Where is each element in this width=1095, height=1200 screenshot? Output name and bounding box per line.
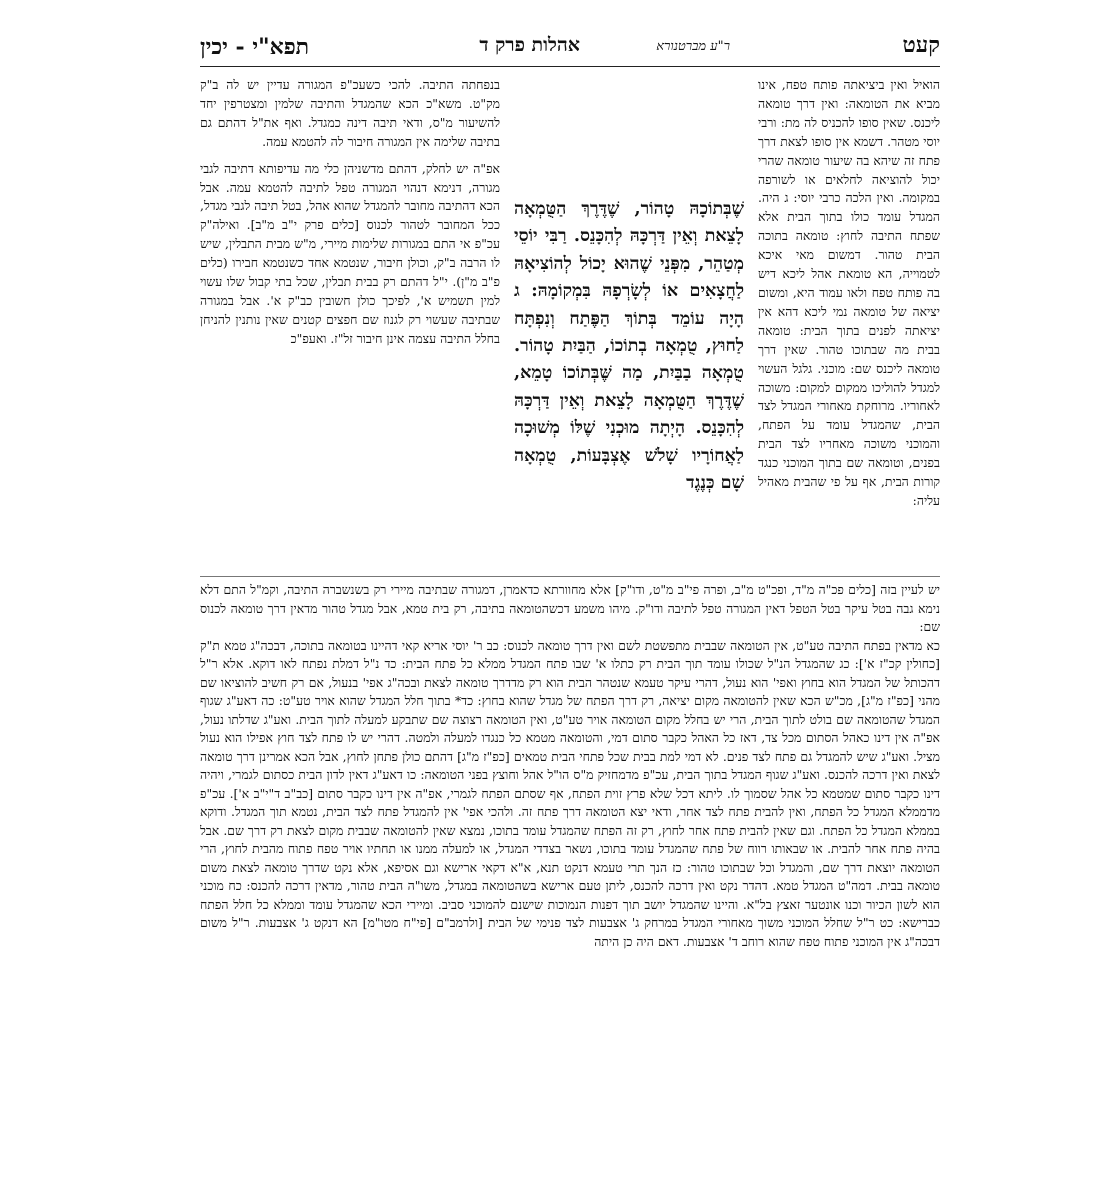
header-commentary-title: תפא"י - יכין: [200, 34, 310, 60]
header-tractate-title: אהלות פרק ד: [479, 34, 580, 56]
bartenura-column: [758, 76, 940, 576]
running-header: [200, 28, 940, 67]
mishnah-text: שֶׁבְּתוֹכָהּ טָהוֹר, שֶׁדֶּרֶךְ הַטֻּמְאָה לָצֵאת וְאֵין דַּרְכָּהּ לְהִכָּנֵס. רַבִּי יוֹסֵי מְטַהֵר, מִפְּנֵי שֶׁהוּא יָכוֹל לְהוֹצִיאָהּ לַחֲצָאִים אוֹ לְשָׂרְפָהּ בִּמְקוֹמָהּ: ג הָיָה עוֹמֵד בְּתוֹךְ הַפֶּתַח וְנִפְתָּח לַחוּץ, טֻמְאָה בְתוֹכוֹ, הַבַּיִת טָהוֹר. טֻמְאָה בַבַּיִת, מַה שֶּׁבְּתוֹכוֹ טָמֵא, שֶׁדֶּרֶךְ הַטֻּמְאָה לָצֵאת וְאֵין דַּרְכָּהּ לְהִכָּנֵס. הָיְתָה מוּכְנִי שֶׁלּוֹ מְשׁוּכָה לַאֲחוֹרָיו שָׁלֹשׁ אֶצְבָּעוֹת, טֻמְאָה שָׁם כְּנֶגֶד: [514, 199, 744, 494]
talmud-page: [200, 28, 940, 1178]
mishnah-column: [514, 196, 744, 576]
bartenura-text: הואיל ואין ביציאתה פותח טפח, אינו מביא את הטומאה: ואין דרך טומאה ליכנס. שאין סופו להכניס לה מת: ורבי יוסי מטהר. דשמא אין סופו לצאת דרך פתח זה שיהא בה שיעור טומאה שהרי יכול להוציאה לחלאים או לשורפה במקומה. ואין הלכה כרבי יוסי: ג היה. המגדל עומד כולו בתוך הבית אלא שפתח התיבה לחוץ: טומאה בתוכה הבית טהור. דמשום מאי איכא לטמוייה, הא טומאת אהל ליכא דיש בה פותח טפח ולאו עמוד היא, ומשום יציאה של טומאה נמי ליכא דהא אין יציאתה לפנים בתוך הבית: טומאה בבית מה שבתוכו טהור. שאין דרך טומאה ליכנס שם: מוכני. גלגל העשוי למגדל להוליכו ממקום למקום: משוכה לאחוריו. מרוחקת מאחורי המגדל לצד הבית, שהמגדל עומד על הפתח, והמוכני משוכה מאחריו לצד הבית בפנים, וטומאה שם בתוך המוכני כנגד קורות הבית, אף על פי שהבית מאהיל עליה:: [758, 77, 940, 508]
bottom-paragraph: כא מדאין בפתח התיבה טע"ט, אין הטומאה שבבית מתפשטת לשם ואין דרך טומאה לכנוס: כב ר' יוסי אריא קאי דהיינו בטומאה בתוכה, דבכה"ג טמא ת"ק [כחולין קכ"ז א']: כג שהמגדל הנ"ל שכולו עומד תוך הבית רק כתלו א' שבו פתח המגדל ממלא כל פתח הבית: כד נ"ל דמלת נפתח לאו דוקא. אלא ר"ל דהכותל של המגדל הוא בחוץ ואפי' הוא נעול, דהרי עיקר טעמא שנטהר הבית הוא רק מדדרך טומאה לצאת ובכה"ג אפי' בנעול, אם רק חשיב להוציאו שם מהני [כפ"ז מ"ג], מכ"ש הכא שאין להטומאה מקום יציאה, רק דרך הפתח של מגדל שהוא בחוץ: כד* בתוך חלל המגדל שהוא אויר טע"ט: כה דאע"ג שגוף המגדל שהטומאה שם בולט לתוך הבית, הרי יש בחלל מקום הטומאה אויר טע"ט, ואין הטומאה רצוצה שם שתבקע למעלה לתוך הבית. ואע"ג שדלתו נעול, אפ"ה אין דינו כאהל הסתום מכל צד, דאז כל האהל כקבר סתום דמי, והטומאה מטמא כל כנגדו למעלה ולמטה. דהרי יש לו פתח לצד חוץ אפילו הוא נעול מציל. ואע"ג שיש להמגדל גם פתח לצד פנים. לא דמי למת בבית שכל פתחי הבית טמאים [כפ"ז מ"ג] דהתם כולן פתחן לחוץ, אבל הכא אמרינן דרך טומאה לצאת ואין דרכה להכנס. ואע"ג שגוף המגדל בתוך הבית, עכ"פ מדמחזיק מ"ס הו"ל אהל וחוצץ בפני הטומאה: כו דאע"ג דאין לדון הבית כסתום לגמרי, ויהיה דינו כקבר סתום שמטמא כל אהל שסמוך לו. ליתא דכל שלא פרץ זוית הפתח, אף שסתם הפתח לגמרי, אפ"ה אין דינו כקבר סתום [כב"ב ד"י"ב א']. עכ"פ מדממלא המגדל כל הפתח, ואין להבית פתח לצד אחר, ודאי יצא הטומאה דרך פתח זה. ולהכי אפי' אין להמגדל פתח לצד הבית, נטמא תוך המגדל. ודוקא בממלא המגדל כל הפתח. וגם שאין להבית פתח אחר לחוץ, רק זה הפתח שהמגדל עומד בתוכו, נמצא שאין להטומאה שבבית מקום לצאת רק דרך שם. אבל בהיה פתח אחר להבית. או שבאותו רווח של פתח שהמגדל עומד בתוכו, נשאר בצדדי המגדל, או למעלה ממנו או תחתיו אויר טפח פתוח מהבית לחוץ, הרי הטומאה יוצאת דרך שם, והמגדל וכל שבתוכו טהור: כז הנך תרי טעמא דנקט תנא, א"א דקאי ארישא וגם אסיפא, אלא נקט שדרך טומאה לצאת משום טומאה בבית. דמה"ט המגדל טמא. דהדר נקט ואין דרכה להכנס, ליתן טעם ארישא בשהטומאה במגדל, משו"ה הבית טהור, מדאין דרכה להכנס: כח מוכני הוא לשון הכיור וכנו אונטער זאצץ בל"א. והיינו שהמגדל יושב תוך דפנות הנמוכות שישנם להמוכני סביב. ומיירי הכא שהמגדל עומד וממלא כל חלל הפתח כברישא: כט ר"ל שחלל המוכני משוך מאחורי המגדל במרחק ג' אצבעות לצד פנימי של הבית [ולרמב"ם [פי"ח מטו"מ] הא דנקט ג' אצבעות. ר"ל משום דבכה"ג אין המוכני פתוח טפח שהוא רוחב ד' אצבעות. דאם היה כן היתה: [200, 637, 940, 949]
bottom-commentary: [200, 576, 940, 1179]
bottom-paragraph: יש לעיין בזה [כלים פכ"ה מ"ד, ופכ"ט מ"ב, ופרה פי"ב מ"ט, ודו"ק] אלא מחוורתא כדאמרן, דמגורה שבתיבה מיירי רק בשנשברה התיבה, וקמ"ל התם דלא נימא גבה בטל עיקר בטל הטפל דאין המגורה טפל לתיבה ודו"ק. מיהו משמע דכשהטומאה בתיבה, רק בית טמא, אבל מגדל טהור מדאין דרך טומאה לכנוס שם:: [200, 582, 940, 634]
tiferet-main-text: אפ"ה יש לחלק, דהתם מדשניהן כלי מה עדיפותא דתיבה לגבי מגורה, דנימא דנהוי המגורה טפל לתיבה להטמא עמה. אבל הכא דהתיבה מחובר להמגדל שהוא אהל, בטל תיבה לגבי מגדל, ככל המחובר לטהור לכנוס [כלים פרק י"ב מ"ב]. ואילה"ק עכ"פ אי התם במגורות שלימות מיירי, מ"ש מבית התבלין, שיש לו הרבה ב"ק, וכולן חיבור, שנטמא אחד כשנטמא חבירו (כלים פ"ב מ"ן). י"ל דהתם רק בבית תבלין, שכל בתי קבול שלו עשוי למין תשמיש א', לפיכך כולן חשובין כב"ק א'. אבל במגורה שבתיבה שעשוי רק לגנוז שם חפצים קטנים שאין נותנין להניחן בחלל התיבה עצמה אינן חיבור זל"ז. ואעפ"כ: [200, 160, 500, 346]
header-commentator: ר"ע מברטנורא: [656, 39, 730, 54]
tiferet-column: [200, 76, 500, 576]
tiferet-intro-text: בנפחתה התיבה. להכי כשעכ"פ המגורה עדיין יש לה ב"ק מק"ט. משא"כ הכא שהמגדל והתיבה שלמין ומצטרפין יחד להשיעור מ"ס, ודאי תיבה דינה כמגדל. ואף את"ל דהתם גם בתיבה שלימה אין המגורה חיבור לה להטמא עמה.: [200, 77, 500, 149]
folio-number: קעט: [902, 32, 940, 58]
